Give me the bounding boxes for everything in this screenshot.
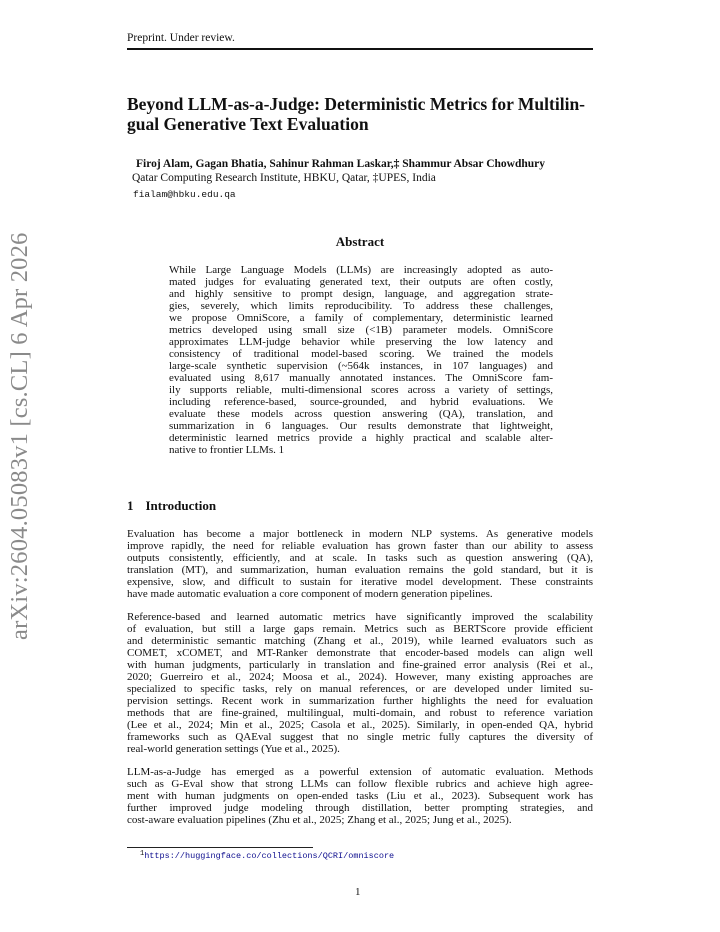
body-line: (Lee et al., 2024; Min et al., 2025; Casola et al., 2025). Similarly, in open-ended QA, hybrid xyxy=(127,719,593,731)
abstract-line: native to frontier LLMs. 1 xyxy=(169,444,285,456)
body-line: cost-aware evaluation pipelines (Zhu et al., 2025; Zhang et al., 2025; Jung et al., 2025). xyxy=(127,814,512,826)
body-line: Reference-based and learned automatic metrics have significantly improved the scalability xyxy=(127,611,593,623)
abstract-line: summarization in 6 languages. Our results demonstrate that lightweight, xyxy=(169,420,553,432)
body-line: pervision settings. Recent work in summarization further highlights the need for evaluation xyxy=(127,695,593,707)
body-line: improve rapidly, the need for reliable evaluation has grown faster than our ability to assess xyxy=(127,540,593,552)
body-line: frameworks such as QAEval suggest that no single metric fully captures the diversity of xyxy=(127,731,593,743)
section-number: 1 xyxy=(127,498,134,513)
running-head: Preprint. Under review. xyxy=(127,32,593,50)
abstract-line: consistency of traditional model-based scoring. We trained the models xyxy=(169,348,553,360)
body-line: of evaluation, but still a large gaps remain. Metrics such as BERTScore provide efficient xyxy=(127,623,593,635)
body-line: have made automatic evaluation a core component of modern generation pipelines. xyxy=(127,588,493,600)
abstract-line: metrics developed using small size (<1B) parameter models. OmniScore xyxy=(169,324,553,336)
body-line: methods that are fine-grained, multilingual, multi-domain, and robust to reference variation xyxy=(127,707,593,719)
body-line: COMET, xCOMET, and MT-Ranker demonstrate that encoder-based models can align well xyxy=(127,647,593,659)
abstract-line: While Large Language Models (LLMs) are increasingly adopted as auto- xyxy=(169,264,553,276)
footnote-link[interactable]: https://huggingface.co/collections/QCRI/omniscore xyxy=(144,851,395,861)
abstract-line: and highly sensitive to prompt design, language, and aggregation strate- xyxy=(169,288,553,300)
page-number: 1 xyxy=(355,886,361,898)
affiliation: Qatar Computing Research Institute, HBKU, Qatar, ‡UPES, India xyxy=(132,172,436,184)
section-heading xyxy=(127,498,216,514)
abstract-line: we propose OmniScore, a family of complementary, deterministic learned xyxy=(169,312,553,324)
arxiv-identifier-stamp: arXiv:2604.05083v1 [cs.CL] 6 Apr 2026 xyxy=(6,232,33,640)
body-line: Evaluation has become a major bottleneck in modern NLP systems. As generative models xyxy=(127,528,593,540)
footnote xyxy=(140,850,394,861)
abstract-heading: Abstract xyxy=(335,234,385,249)
paper-title xyxy=(127,94,607,134)
body-line: further improved judge modeling through distillation, better prompting strategies, and xyxy=(127,802,593,814)
abstract-line: deterministic learned metrics provide a highly practical and scalable alter- xyxy=(169,432,553,444)
body-line: real-world generation settings (Yue et al., 2025). xyxy=(127,743,340,755)
abstract-line: ily supports reliable, multi-dimensional scores across a variety of settings, xyxy=(169,384,553,396)
body-line: and deterministic semantic matching (Zhang et al., 2019), while learned evaluators such as xyxy=(127,635,593,647)
title-line: gual Generative Text Evaluation xyxy=(127,114,369,134)
body-line: ment with human judgments on open-ended tasks (Liu et al., 2023). Subsequent work has xyxy=(127,790,593,802)
abstract-line: gies, severely, which limits reproducibility. To address these challenges, xyxy=(169,300,553,312)
title-line: Beyond LLM-as-a-Judge: Deterministic Metrics for Multilin- xyxy=(127,94,585,114)
body-line: LLM-as-a-Judge has emerged as a powerful extension of automatic evaluation. Methods xyxy=(127,766,593,778)
author-email: fialam@hbku.edu.qa xyxy=(133,189,236,200)
body-line: outputs consistently, efficiently, and at scale. In tasks such as question answering (QA), xyxy=(127,552,593,564)
abstract-line: approximates LLM-judge behavior while preserving the low latency and xyxy=(169,336,553,348)
footnote-rule xyxy=(127,847,313,848)
footnote-marker: 1 xyxy=(140,850,145,858)
body-line: with human judgments, particularly in translation and fine-grained error analysis (Rei et al., xyxy=(127,659,593,671)
abstract-line: evaluate these models across question answering (QA), translation, and xyxy=(169,408,553,420)
abstract-line: evaluated using 8,617 manually annotated instances. The OmniScore fam- xyxy=(169,372,553,384)
body-line: such as G-Eval show that strong LLMs can follow flexible rubrics and achieve high agree- xyxy=(127,778,593,790)
body-line: expensive, slow, and difficult to sustain for iterative model development. These constraints xyxy=(127,576,593,588)
abstract-line: including reference-based, source-grounded, and hybrid evaluations. We xyxy=(169,396,553,408)
abstract-line: mated judges for evaluating generated text, their outputs are often costly, xyxy=(169,276,553,288)
body-line: specialized to specific tasks, rely on manual references, or are developed under limited su- xyxy=(127,683,593,695)
body-line: 2020; Guerreiro et al., 2024; Moosa et al., 2024). However, many existing approaches are xyxy=(127,671,593,683)
section-title: Introduction xyxy=(145,498,217,513)
author-list: Firoj Alam, Gagan Bhatia, Sahinur Rahman Laskar,‡ Shammur Absar Chowdhury xyxy=(136,158,545,170)
abstract-line: large-scale synthetic supervision (~564k instances, in 107 languages) and xyxy=(169,360,553,372)
body-line: translation (MT), and summarization, human evaluation remains the gold standard, but it is xyxy=(127,564,593,576)
